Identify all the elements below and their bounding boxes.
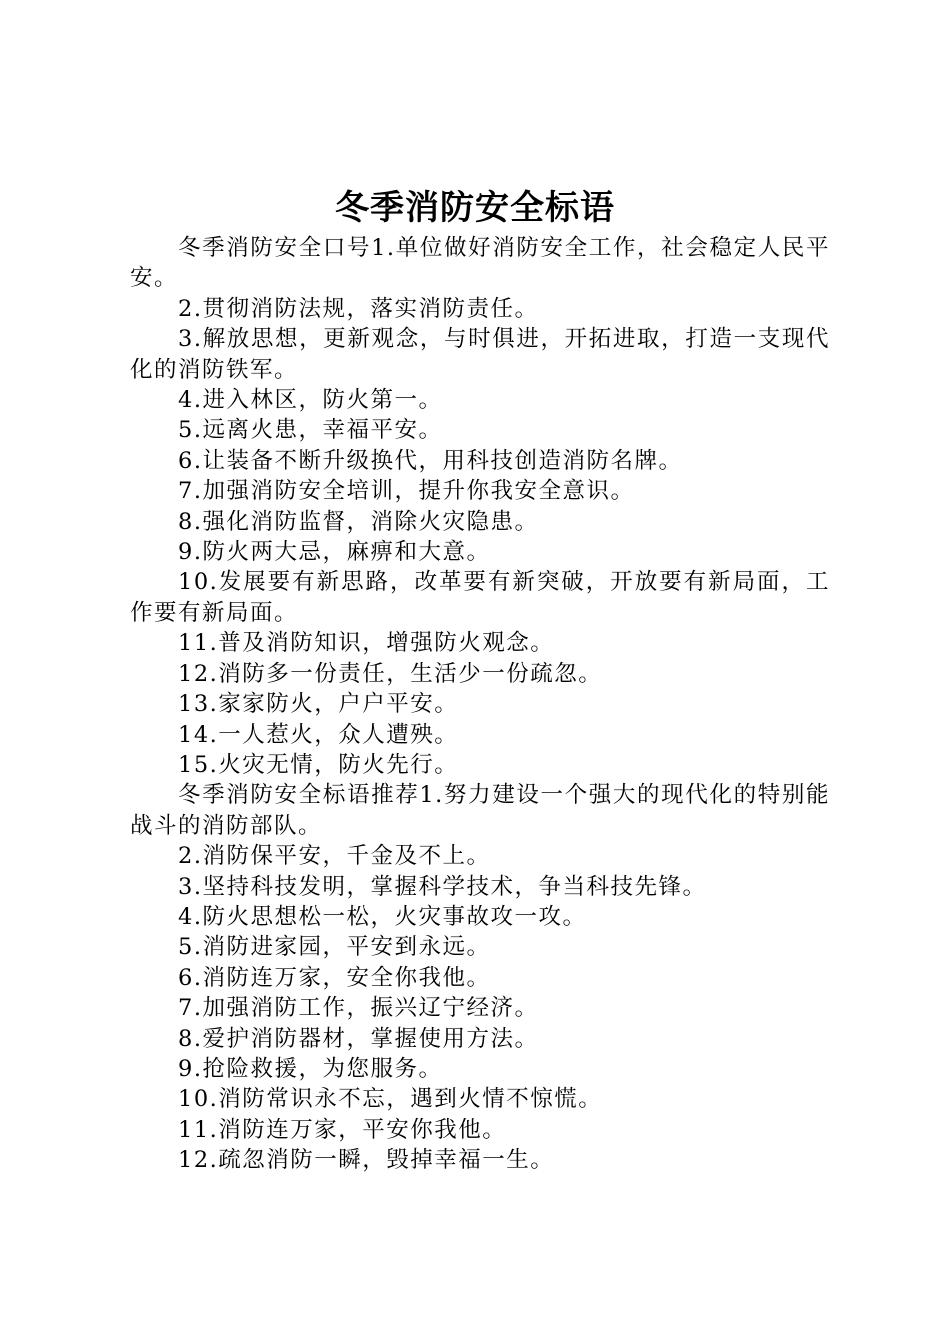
- paragraph: 5.远离火患，幸福平安。: [178, 417, 443, 444]
- paragraph: 11.消防连万家，平安你我他。: [178, 1116, 507, 1143]
- paragraph: 2.消防保平安，千金及不上。: [178, 843, 491, 870]
- paragraph: 冬季消防安全标语推荐1.努力建设一个强大的现代化的特别能战斗的消防部队。: [130, 782, 830, 839]
- paragraph: 3.坚持科技发明，掌握科学技术，争当科技先锋。: [178, 873, 707, 900]
- paragraph: 8.爱护消防器材，掌握使用方法。: [178, 1025, 539, 1052]
- paragraph: 4.防火思想松一松，火灾事故攻一攻。: [178, 903, 587, 930]
- paragraph: 6.消防连万家，安全你我他。: [178, 964, 491, 991]
- paragraph: 9.抢险救援，为您服务。: [178, 1055, 443, 1082]
- paragraph: 2.贯彻消防法规，落实消防责任。: [178, 295, 539, 322]
- paragraph: 6.让装备不断升级换代，用科技创造消防名牌。: [178, 447, 683, 474]
- paragraph: 11.普及消防知识，增强防火观念。: [178, 630, 555, 657]
- paragraph: 5.消防进家园，平安到永远。: [178, 934, 491, 961]
- document-title: 冬季消防安全标语: [335, 188, 615, 228]
- paragraph: 10.消防常识永不忘，遇到火情不惊慌。: [178, 1086, 603, 1113]
- document-body: [130, 233, 830, 1176]
- paragraph: 13.家家防火，户户平安。: [178, 691, 459, 718]
- paragraph: 7.加强消防安全培训，提升你我安全意识。: [178, 478, 635, 505]
- paragraph: 14.一人惹火，众人遭殃。: [178, 721, 459, 748]
- paragraph: 10.发展要有新思路，改革要有新突破，开放要有新局面，工作要有新局面。: [130, 569, 830, 626]
- paragraph: 12.疏忽消防一瞬，毁掉幸福一生。: [178, 1147, 555, 1174]
- paragraph: 12.消防多一份责任，生活少一份疏忽。: [178, 660, 603, 687]
- paragraph: 3.解放思想，更新观念，与时俱进，开拓进取，打造一支现代化的消防铁军。: [130, 326, 830, 383]
- paragraph: 8.强化消防监督，消除火灾隐患。: [178, 508, 539, 535]
- paragraph: 9.防火两大忌，麻痹和大意。: [178, 539, 491, 566]
- paragraph: 15.火灾无情，防火先行。: [178, 751, 459, 778]
- paragraph: 4.进入林区，防火第一。: [178, 387, 443, 414]
- paragraph: 冬季消防安全口号1.单位做好消防安全工作，社会稳定人民平安。: [130, 235, 830, 292]
- paragraph: 7.加强消防工作，振兴辽宁经济。: [178, 995, 539, 1022]
